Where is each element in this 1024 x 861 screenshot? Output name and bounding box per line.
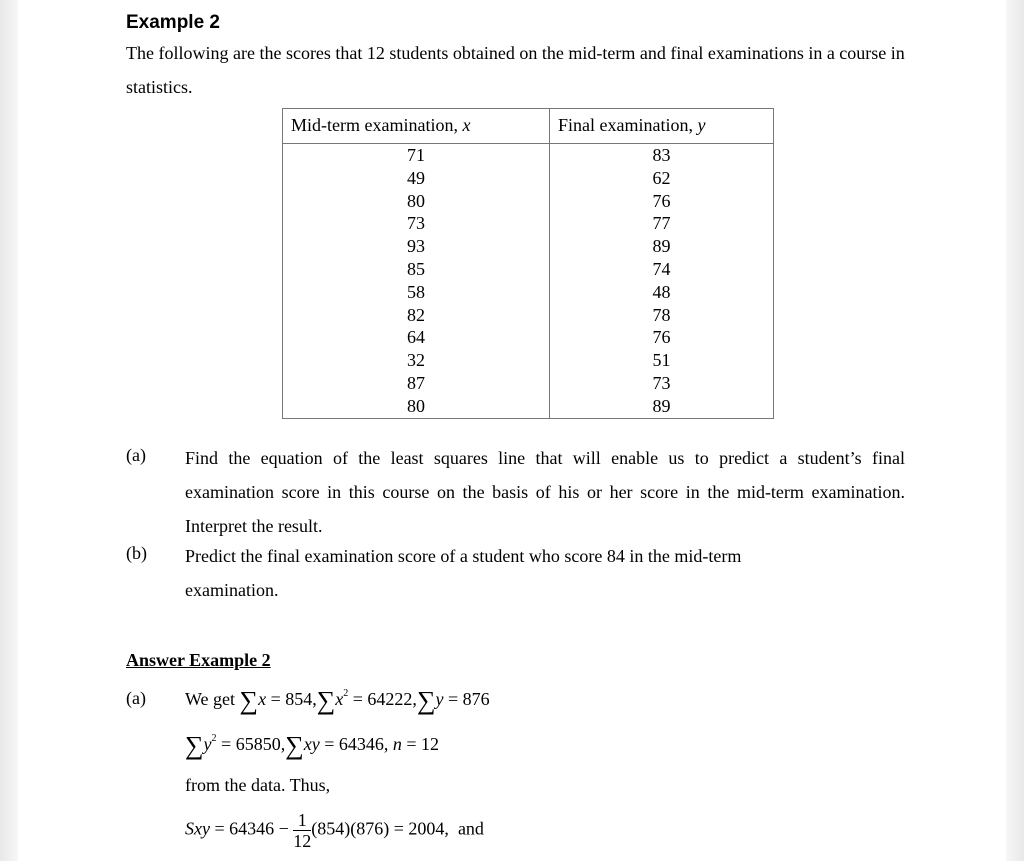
sum-y: = 876 <box>447 689 490 709</box>
sxy-rhs: (854)(876) = 2004, <box>311 818 449 839</box>
midterm-score: 73 <box>407 213 425 234</box>
sigma-icon: ∑ <box>316 686 336 715</box>
midterm-score: 87 <box>407 372 425 393</box>
midterm-score: 32 <box>407 350 425 371</box>
page-edge-right <box>1006 0 1024 861</box>
document-page <box>126 10 906 104</box>
example-title: Example 2 <box>126 12 220 33</box>
midterm-score: 85 <box>407 258 425 279</box>
final-values <box>550 144 774 419</box>
question-a-text: Find the equation of the least squares line that will enable us to predict a student’s final examination score in this course on the basis of his or her score in the mid-term examination. Interpret the result. <box>185 448 905 536</box>
midterm-score: 82 <box>407 304 425 325</box>
we-get-text: We get <box>185 689 236 709</box>
header-final: Final examination, y <box>550 109 774 144</box>
final-score: 89 <box>652 395 671 416</box>
header-midterm: Mid-term examination, x <box>283 109 550 144</box>
sigma-icon: ∑ <box>239 686 259 715</box>
answer-label: (a) <box>126 688 146 708</box>
and-text: and <box>457 818 484 839</box>
sum-xy: = 64346, <box>324 734 389 754</box>
final-score: 51 <box>652 350 671 371</box>
sum-x: = 854, <box>270 689 317 709</box>
final-score: 89 <box>652 236 671 257</box>
midterm-score: 64 <box>407 327 425 348</box>
question-a-label: (a) <box>126 445 146 465</box>
sum-y2: = 65850, <box>221 734 286 754</box>
sxy-equation: Sxy = 64346 − $\frac{1}{12}$ (854)(876) = 2004, and <box>185 810 484 851</box>
final-score: 76 <box>652 190 671 211</box>
final-score: 48 <box>652 281 671 302</box>
midterm-score: 93 <box>407 236 425 257</box>
sigma-icon: ∑ <box>416 686 436 715</box>
sigma-icon: ∑ <box>285 731 304 760</box>
midterm-score: 71 <box>407 145 425 165</box>
final-score: 77 <box>652 213 671 234</box>
question-b-label: (b) <box>126 543 147 563</box>
sigma-icon: ∑ <box>185 731 204 760</box>
sums-line-1: We get $\sum x = 854,\sum x^2 = 64222,\sum y = 876$ <box>185 686 490 715</box>
final-score: 78 <box>652 304 671 325</box>
intro-paragraph: The following are the scores that 12 students obtained on the mid-term and final examinations in a course in statistics. <box>126 43 905 97</box>
final-score: 74 <box>652 258 671 279</box>
page-edge-left <box>0 0 18 861</box>
midterm-values <box>283 144 550 419</box>
midterm-score: 58 <box>407 281 425 302</box>
from-data-text: from the data. Thus, <box>185 775 331 795</box>
final-score: 76 <box>652 327 671 348</box>
final-score: 73 <box>652 372 671 393</box>
midterm-score: 49 <box>407 167 425 188</box>
answer-title: Answer Example 2 <box>126 650 271 670</box>
sums-line-2: $\sum y^2 = 65850,\sum xy = 64346$, n = 12 <box>185 731 440 760</box>
scores-table <box>282 108 774 419</box>
fraction-denominator: 12 <box>293 831 312 851</box>
final-score: 83 <box>652 145 671 165</box>
sum-x2: = 64222, <box>352 689 417 709</box>
midterm-score: 80 <box>407 190 425 211</box>
fraction-numerator: 1 <box>293 810 311 831</box>
sxy-lhs: = 64346 − <box>214 818 289 839</box>
question-b-text: Predict the final examination score of a student who score 84 in the mid-term examination. <box>185 546 742 600</box>
midterm-score: 80 <box>407 395 425 416</box>
fraction <box>293 810 311 851</box>
final-score: 62 <box>652 167 671 188</box>
n-value: = 12 <box>406 734 440 754</box>
